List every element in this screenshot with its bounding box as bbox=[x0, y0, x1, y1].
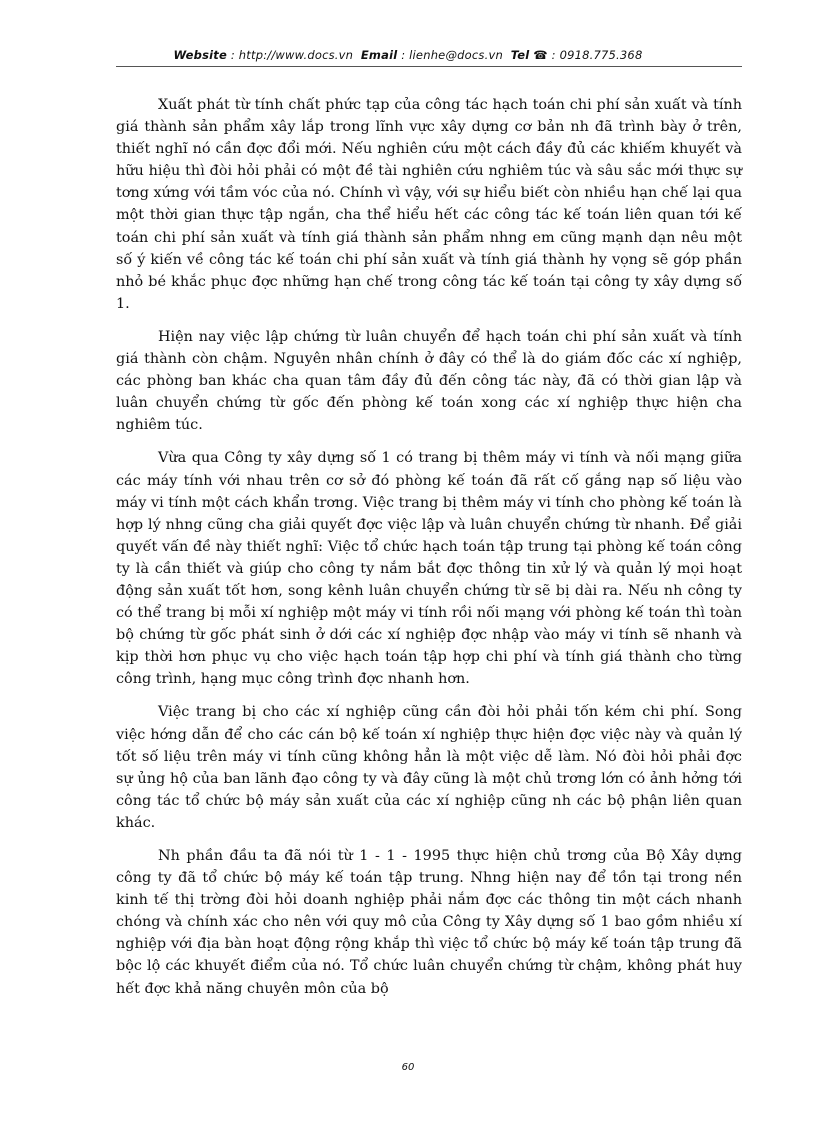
paragraph-4: Việc trang bị cho các xí nghiệp cũng cần đòi hỏi phải tốn kém chi phí. Song việc hớng dẫn để cho các cán bộ kế toán xí nghiệp thực hiện đợc việc này và quản lý tốt số liệu trên máy vi tính cũng không hẳn là một việc dễ làm. Nó đòi hỏi phải đợc sự ủng hộ của ban lãnh đạo công ty và đây cũng là một chủ trơng lớn có ảnh hởng tới công tác tổ chức bộ máy sản xuất của các xí nghiệp cũng nh các bộ phận liên quan khác. bbox=[116, 704, 742, 831]
tel-number: : 0918.775.368 bbox=[547, 48, 643, 62]
paragraph-1: Xuất phát từ tính chất phức tạp của công tác hạch toán chi phí sản xuất và tính giá thành sản phẩm xây lắp trong lĩnh vực xây dựng cơ bản nh đã trình bày ở trên, thiết nghĩ nó cần đợc đổi mới. Nếu nghiên cứu một cách đầy đủ các khiếm khuyết và hữu hiệu thì đòi hỏi phải có một đề tài nghiên cứu nghiêm túc và sâu sắc mới thực sự tơng xứng với tầm vóc của nó. Chính vì vậy, với sự hiểu biết còn nhiều hạn chế lại qua một thời gian thực tập ngắn, cha thể hiểu hết các công tác kế toán liên quan tới kế toán chi phí sản xuất và tính giá thành sản phẩm nhng em cũng mạnh dạn nêu một số ý kiến về công tác kế toán chi phí sản xuất và tính giá thành hy vọng sẽ góp phần nhỏ bé khắc phục đợc những hạn chế trong công tác kế toán tại công ty xây dựng số 1. bbox=[116, 97, 742, 312]
header-divider bbox=[116, 66, 742, 67]
website-url[interactable]: : http://www.docs.vn bbox=[227, 48, 354, 62]
page-header bbox=[0, 48, 816, 62]
paragraph-3: Vừa qua Công ty xây dựng số 1 có trang bị thêm máy vi tính và nối mạng giữa các máy tính với nhau trên cơ sở đó phòng kế toán đã rất cố gắng nạp số liệu vào máy vi tính một cách khẩn trơng. Việc trang bị thêm máy vi tính cho phòng kế toán là hợp lý nhng cũng cha giải quyết đợc việc lập và luân chuyển chứng từ nhanh. Để giải quyết vấn đề này thiết nghĩ: Việc tổ chức hạch toán tập trung tại phòng kế toán công ty là cần thiết và giúp cho công ty nắm bắt đợc thông tin xử lý và quản lý mọi hoạt động sản xuất tốt hơn, song kênh luân chuyển chứng từ sẽ bị dài ra. Nếu nh công ty có thể trang bị mỗi xí nghiệp một máy vi tính rồi nối mạng với phòng kế toán thì toàn bộ chứng từ gốc phát sinh ở dới các xí nghiệp đợc nhập vào máy vi tính sẽ nhanh và kịp thời hơn phục vụ cho việc hạch toán tập hợp chi phí và tính giá thành cho từng công trình, hạng mục công trình đợc nhanh hơn. bbox=[116, 450, 742, 688]
paragraph-5: Nh phần đầu ta đã nói từ 1 - 1 - 1995 thực hiện chủ trơng của Bộ Xây dựng công ty đã tổ chức bộ máy kế toán tập trung. Nhng hiện nay để tồn tại trong nền kinh tế thị trờng đòi hỏi doanh nghiệp phải nắm đợc các thông tin một cách nhanh chóng và chính xác cho nên với quy mô của Công ty Xây dựng số 1 bao gồm nhiều xí nghiệp với địa bàn hoạt động rộng khắp thì việc tổ chức bộ máy kế toán tập trung đã bộc lộ các khuyết điểm của nó. Tổ chức luân chuyển chứng từ chậm, không phát huy hết đợc khả năng chuyên môn của bộ bbox=[116, 848, 742, 997]
website-label: Website bbox=[173, 48, 227, 62]
email-label: Email bbox=[360, 48, 398, 62]
tel-label: Tel bbox=[510, 48, 530, 62]
phone-icon: ☎ bbox=[533, 48, 548, 62]
document-body bbox=[116, 94, 742, 1011]
email-address[interactable]: : lienhe@docs.vn bbox=[397, 48, 503, 62]
page-number: 60 bbox=[401, 1062, 415, 1073]
paragraph-2: Hiện nay việc lập chứng từ luân chuyển để hạch toán chi phí sản xuất và tính giá thành còn chậm. Nguyên nhân chính ở đây có thể là do giám đốc các xí nghiệp, các phòng ban khác cha quan tâm đầy đủ đến công tác này, đã có thời gian lập và luân chuyển chứng từ gốc đến phòng kế toán xong các xí nghiệp thực hiện cha nghiêm túc. bbox=[116, 328, 742, 434]
